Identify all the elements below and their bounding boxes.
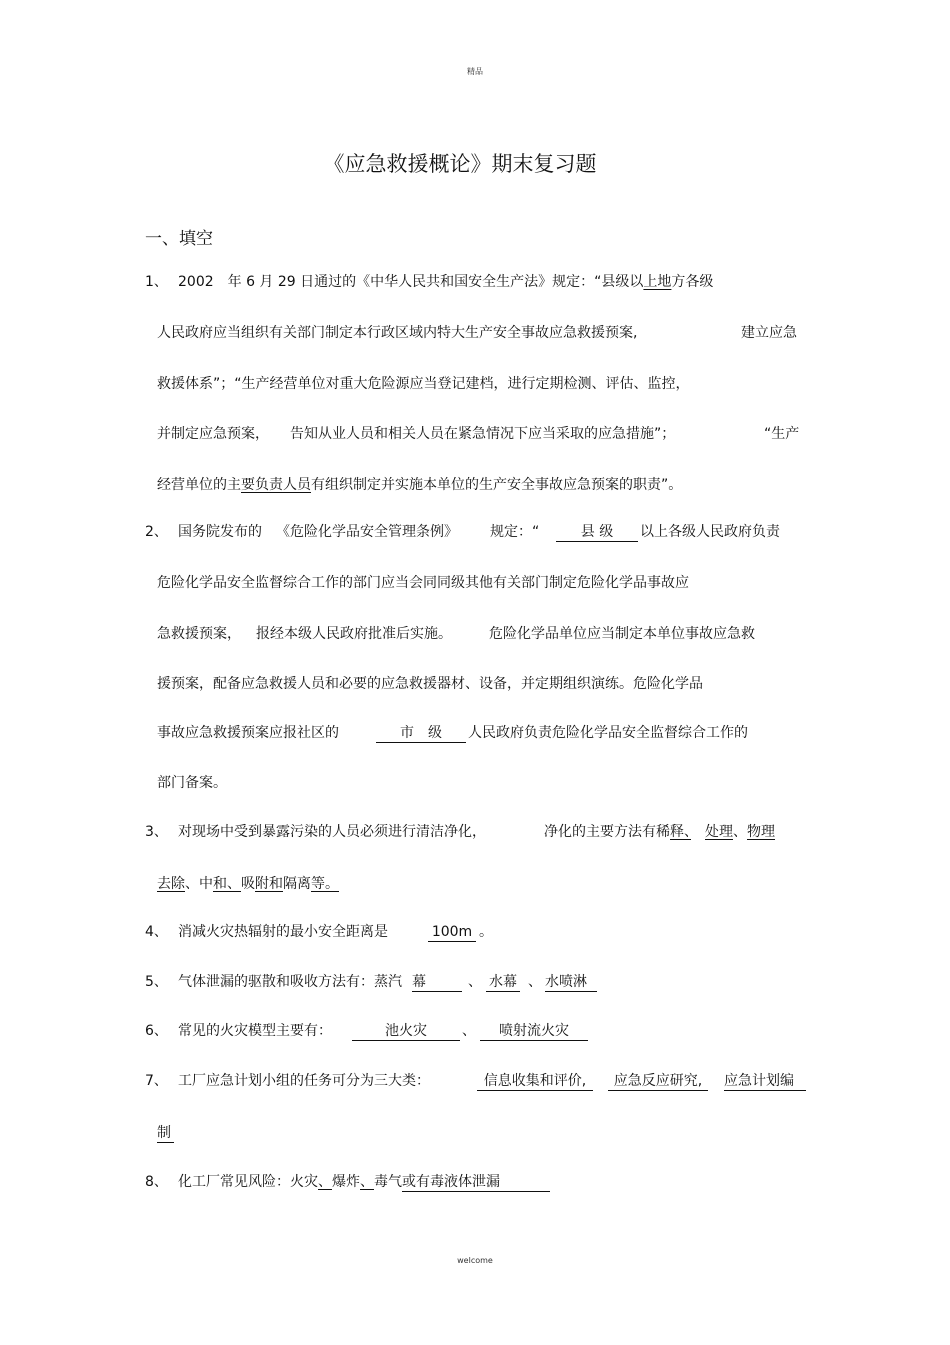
q1-line-2: 人民政府应当组织有关部门制定本行政区域内特大生产安全事故应急救援预案, (157, 325, 638, 341)
q1-line-3: 救援体系”；“生产经营单位对重大危险源应当登记建档，进行定期检测、评估、监控， (157, 376, 690, 392)
section-heading: 一、填空 (145, 229, 213, 249)
q3-line-2: 去除、中和、吸附和隔离等。 (157, 876, 339, 892)
q2-line-5b: 人民政府负责危险化学品安全监督综合工作的 (468, 725, 748, 741)
q7-answer-3: 应急计划编 (724, 1071, 806, 1091)
q6-answer-1: 池火灾 (352, 1021, 460, 1041)
q7-text: 工厂应急计划小组的任务可分为三大类： (178, 1073, 430, 1089)
document-title: 《应急救援概论》期末复习题 (323, 152, 597, 176)
question-number: 8、 (145, 1174, 168, 1190)
q1-line-4a: 并制定应急预案， (157, 426, 269, 442)
q7-answer-1: 信息收集和评价, (477, 1071, 593, 1091)
q2-answer-blank-2: 市 级 (376, 723, 466, 743)
q2-line-4: 援预案，配备应急救援人员和必要的应急救援器材、设备，并定期组织演练。危险化学品 (157, 676, 703, 692)
q2-line-1c: 规定：“ (490, 524, 540, 540)
q4-answer-blank: 100m (428, 922, 476, 942)
q6-text: 常见的火灾模型主要有： (178, 1023, 332, 1039)
q1-line-2-end: 建立应急 (741, 325, 797, 341)
q4-end: 。 (479, 924, 493, 940)
q8-line: 化工厂常见风险：火灾、爆炸、毒气或有毒液体泄漏 (178, 1172, 550, 1192)
q5-text: 气体泄漏的驱散和吸收方法有：蒸汽 (178, 974, 402, 990)
q1-line-4c: “生产 (764, 426, 800, 442)
q2-line-3b: 报经本级人民政府批准后实施。 (256, 626, 452, 642)
q5-answer-1: 幕 (412, 972, 462, 992)
q6-answer-2: 喷射流火灾 (480, 1021, 588, 1041)
q1-line-4b: 告知从业人员和相关人员在紧急情况下应当采取的应急措施”； (290, 426, 676, 442)
question-number: 7、 (145, 1073, 168, 1089)
page-header: 精品 (467, 67, 483, 76)
q2-line-1b: 《危险化学品安全管理条例》 (276, 524, 458, 540)
q7-answer-2: 应急反应研究, (608, 1071, 708, 1091)
q3-line-1b: 净化的主要方法有稀释、 处理、物理 (544, 824, 775, 840)
question-number: 2、 (145, 524, 168, 540)
q2-line-3c: 危险化学品单位应当制定本单位事故应急救 (489, 626, 755, 642)
q2-line-6: 部门备案。 (157, 775, 227, 791)
q1-line-5: 经营单位的主要负责人员有组织制定并实施本单位的生产安全事故应急预案的职责”。 (157, 477, 683, 493)
question-number: 6、 (145, 1023, 168, 1039)
q7-answer-4: 制 (157, 1123, 174, 1143)
q6-sep: 、 (462, 1023, 476, 1039)
q2-answer-blank: 县 级 (556, 522, 638, 542)
q4-text: 消减火灾热辐射的最小安全距离是 (178, 924, 388, 940)
q2-line-1d: 以上各级人民政府负责 (640, 524, 780, 540)
q1-line-1: 2002 年 6 月 29 日通过的《中华人民共和国安全生产法》规定：“县级以上地方各级 (178, 274, 714, 290)
q5-sep-2: 、 (528, 974, 542, 990)
q2-line-1a: 国务院发布的 (178, 524, 262, 540)
q2-line-2: 危险化学品安全监督综合工作的部门应当会同同级其他有关部门制定危险化学品事故应 (157, 575, 689, 591)
page-footer: welcome (457, 1256, 493, 1265)
q5-answer-3: 水喷淋 (545, 972, 597, 992)
q5-answer-2: 水幕 (486, 972, 520, 992)
q2-line-3a: 急救援预案， (157, 626, 241, 642)
question-number: 5、 (145, 974, 168, 990)
q5-sep-1: 、 (468, 974, 482, 990)
q3-line-1a: 对现场中受到暴露污染的人员必须进行清洁净化， (178, 824, 486, 840)
question-number: 3、 (145, 824, 168, 840)
question-number: 4、 (145, 924, 168, 940)
question-number: 1、 (145, 274, 168, 290)
q2-line-5a: 事故应急救援预案应报社区的 (157, 725, 339, 741)
